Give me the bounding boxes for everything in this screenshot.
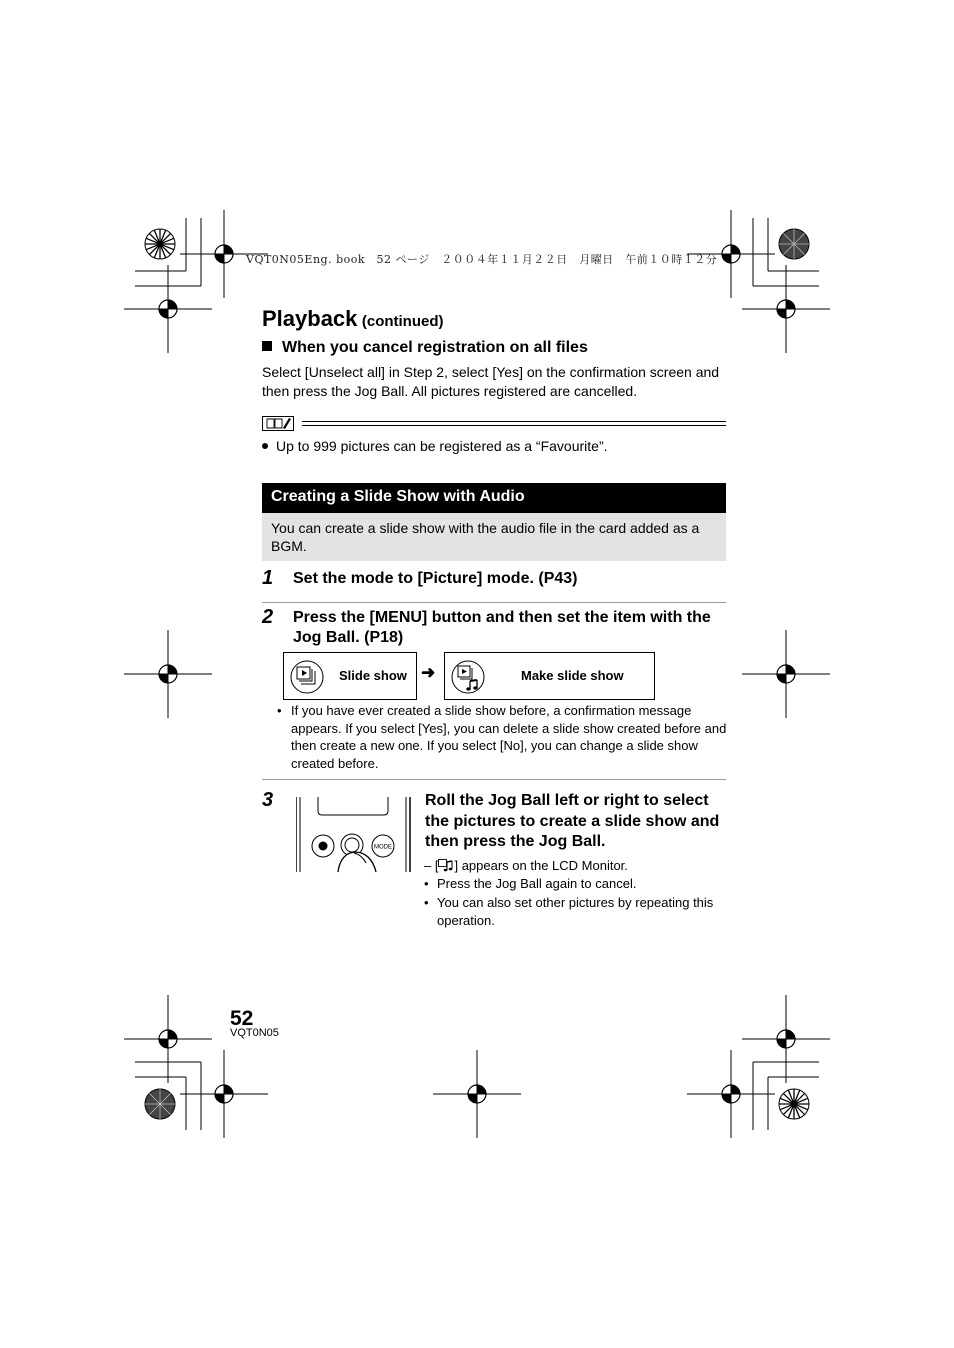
step-3-number: 3 bbox=[262, 789, 274, 811]
menu-path bbox=[283, 652, 658, 700]
bullet-icon: • bbox=[277, 703, 282, 718]
menu-item-make-slide-show-label: Make slide show bbox=[521, 668, 624, 683]
title-suffix: (continued) bbox=[361, 313, 444, 330]
bullet-icon: • bbox=[424, 875, 429, 891]
step-1-number: 1 bbox=[262, 567, 274, 589]
square-bullet-icon bbox=[262, 341, 272, 351]
section-body: Select [Unselect all] in Step 2, select [Yes] on the confirmation screen and then press the Jog Ball. All pictures registered are cancelled. bbox=[262, 364, 720, 399]
note-bullet-text: Up to 999 pictures can be registered as a “Favourite”. bbox=[276, 438, 608, 454]
title-main: Playback bbox=[262, 306, 358, 331]
step-2-text: Press the [MENU] button and then set the item with the Jog Ball. (P18) bbox=[293, 609, 711, 646]
step-1-text: Set the mode to [Picture] mode. (P43) bbox=[293, 570, 578, 587]
note-bullet bbox=[262, 438, 608, 454]
note-double-rule bbox=[302, 421, 726, 426]
menu-item-make-slide-show bbox=[444, 652, 655, 700]
make-slide-show-icon bbox=[451, 660, 485, 694]
step-2-notes bbox=[277, 702, 727, 772]
section-heading-text: When you cancel registration on all files bbox=[282, 339, 588, 356]
step-2-number: 2 bbox=[262, 606, 274, 628]
divider bbox=[262, 779, 726, 780]
page-number: 52 bbox=[230, 1007, 254, 1030]
step-3-text: Roll the Jog Ball left or right to select the pictures to create a slide show and then press the Jog Ball. bbox=[425, 792, 720, 850]
list-item bbox=[277, 702, 727, 772]
bullet-dot-icon bbox=[262, 443, 268, 449]
section-heading bbox=[262, 339, 588, 357]
note-pencil-icon bbox=[262, 416, 294, 431]
bullet-icon: • bbox=[424, 895, 429, 910]
cancel-note-text: Press the Jog Ball again to cancel. bbox=[437, 875, 637, 891]
list-item bbox=[424, 875, 727, 893]
step-3-notes bbox=[424, 857, 727, 929]
list-item bbox=[424, 894, 727, 929]
divider bbox=[262, 602, 726, 603]
mode-button-label: MODE bbox=[374, 844, 392, 851]
step-2-note-text: If you have ever created a slide show before, a confirmation message appears. If you select [Yes], you can delete a slide show created before and then create a new one. If you select [No], you can change a slide show created before. bbox=[291, 703, 727, 771]
note-divider bbox=[262, 416, 726, 434]
menu-item-slide-show bbox=[283, 652, 417, 700]
music-slide-icon bbox=[438, 859, 454, 872]
dash-prefix: – [ bbox=[424, 858, 439, 873]
lcd-note-text: ] appears on the LCD Monitor. bbox=[454, 858, 628, 873]
camera-jog-ball-illustration bbox=[296, 797, 411, 873]
section-intro: You can create a slide show with the audio file in the card added as a BGM. bbox=[262, 513, 726, 561]
list-item bbox=[424, 857, 727, 875]
repeat-note-text: You can also set other pictures by repeating this operation. bbox=[437, 895, 714, 928]
menu-item-slide-show-label: Slide show bbox=[339, 668, 407, 683]
model-code: VQT0N05 bbox=[230, 1027, 279, 1039]
page-title bbox=[262, 306, 444, 332]
file-info-header: VQT0N05Eng. book 52 ページ ２００４年１１月２２日 月曜日 午前１０時１２分 bbox=[246, 253, 718, 266]
section-banner: Creating a Slide Show with Audio bbox=[262, 483, 726, 513]
slide-show-icon bbox=[290, 660, 324, 694]
arrow-right-icon: ➜ bbox=[421, 663, 436, 682]
